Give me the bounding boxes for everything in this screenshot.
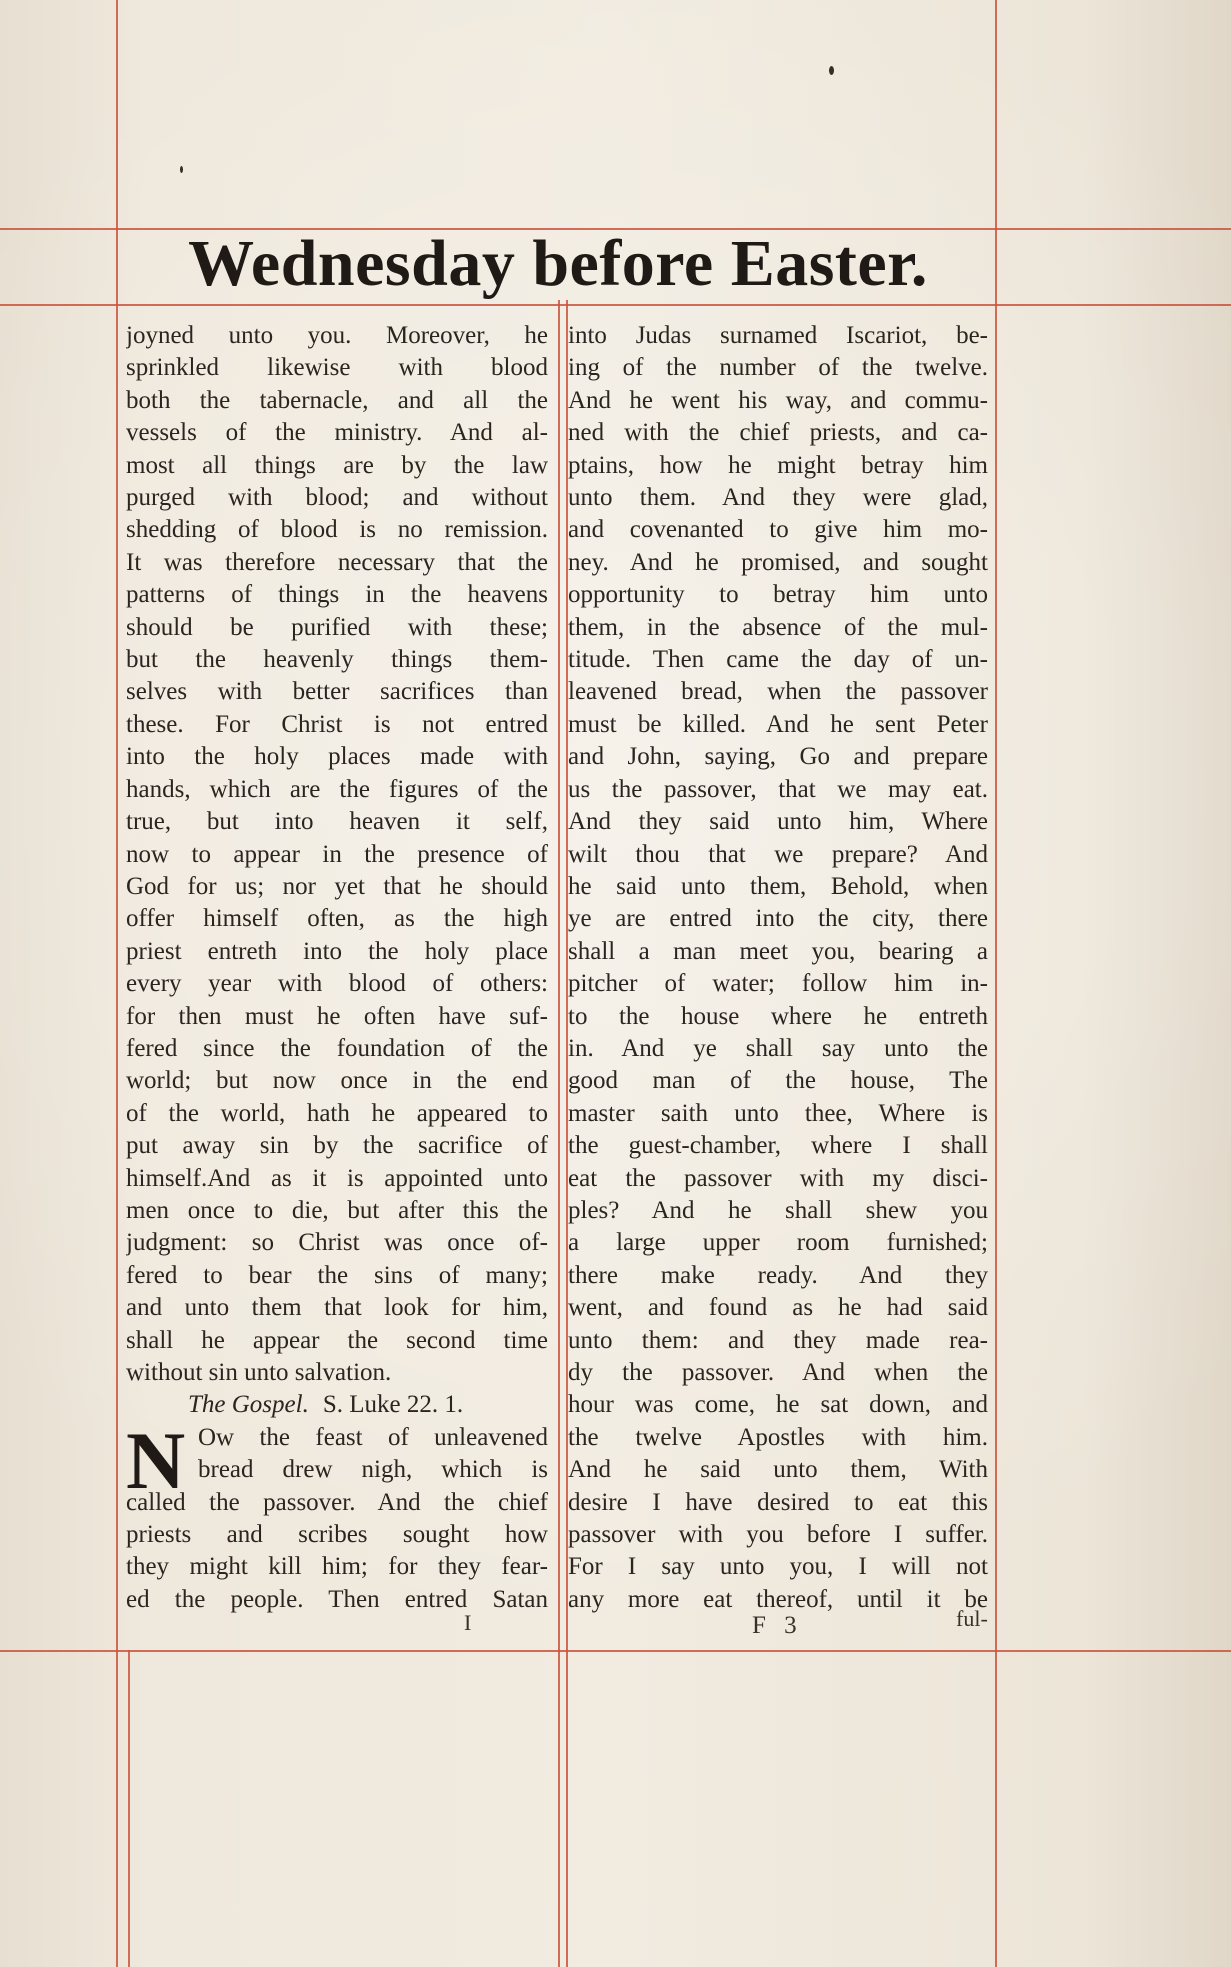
- text-line: And he went his way, and commu-: [568, 386, 988, 414]
- left-epistle-text: [126, 320, 548, 1389]
- right-gospel-text: [568, 320, 988, 1616]
- text-line: leavened bread, when the passover: [568, 678, 988, 706]
- text-line: they might kill him; for they fear-: [126, 1553, 548, 1581]
- text-line: ptains, how he might betray him: [568, 451, 988, 479]
- text-line: dy the passover. And when the: [568, 1359, 988, 1386]
- text-line: joyned unto you. Moreover, he: [126, 322, 548, 349]
- text-line: the twelve Apostles with him.: [568, 1423, 988, 1451]
- text-line: any more eat thereof, until it be: [568, 1585, 988, 1613]
- text-line: offer himself often, as the high: [126, 905, 548, 933]
- header-rule: [0, 304, 1231, 306]
- text-line: vessels of the ministry. And al-: [126, 419, 548, 447]
- ink-speck: [829, 66, 834, 75]
- text-line: there make ready. And they: [568, 1261, 988, 1289]
- text-line: to the house where he entreth: [568, 1002, 988, 1030]
- text-line: shall he appear the second time: [126, 1326, 548, 1354]
- column-divider-rule: [558, 300, 560, 1967]
- text-line: For I say unto you, I will not: [568, 1553, 988, 1581]
- text-line: the guest-chamber, where I shall: [568, 1132, 988, 1160]
- gospel-heading: [126, 1389, 548, 1421]
- text-line: unto them. And they were glad,: [568, 484, 988, 512]
- catchword: ful-: [956, 1606, 988, 1631]
- text-line: he said unto them, Behold, when: [568, 872, 988, 900]
- text-line: unto them: and they made rea-: [568, 1326, 988, 1354]
- text-line: put away sin by the sacrifice of: [126, 1132, 548, 1160]
- text-line: us the passover, that we may eat.: [568, 775, 988, 803]
- text-line: them, in the absence of the mul-: [568, 613, 988, 641]
- text-line: ney. And he promised, and sought: [568, 548, 988, 576]
- text-line: ing of the number of the twelve.: [568, 354, 988, 382]
- text-line: priests and scribes sought how: [126, 1521, 548, 1549]
- text-line: ples? And he shall shew you: [568, 1196, 988, 1224]
- text-line: titude. Then came the day of un-: [568, 646, 988, 674]
- left-text-column: [126, 320, 548, 1616]
- text-line: ye are entred into the city, there: [568, 905, 988, 933]
- gospel-reference: S. Luke 22. 1.: [322, 1391, 464, 1419]
- text-line: but the heavenly things them-: [126, 646, 548, 674]
- text-line: into Judas surnamed Iscariot, be-: [568, 322, 988, 349]
- text-line: And he said unto them, With: [568, 1456, 988, 1484]
- text-line: without sin unto salvation.: [126, 1359, 392, 1386]
- text-line: opportunity to betray him unto: [568, 581, 988, 609]
- text-line: And they said unto him, Where: [568, 808, 988, 836]
- gospel-text: [126, 1414, 548, 1616]
- text-line: pitcher of water; follow him in-: [568, 970, 988, 998]
- text-line: Ow the feast of unleavened: [198, 1423, 548, 1451]
- text-line: called the passover. And the chief: [126, 1488, 548, 1516]
- text-line: fered to bear the sins of many;: [126, 1261, 548, 1289]
- text-line: true, but into heaven it self,: [126, 808, 548, 836]
- text-line: fered since the foundation of the: [126, 1034, 548, 1062]
- text-line: and John, saying, Go and prepare: [568, 743, 988, 771]
- text-line: hands, which are the figures of the: [126, 775, 548, 803]
- text-line: hour was come, he sat down, and: [568, 1391, 988, 1419]
- footer-rule: [0, 1650, 1231, 1652]
- text-line: in. And ye shall say unto the: [568, 1034, 988, 1062]
- text-line: priest entreth into the holy place: [126, 937, 548, 965]
- text-line: shedding of blood is no remission.: [126, 516, 548, 544]
- text-line: into the holy places made with: [126, 743, 548, 771]
- text-line: ed the people. Then entred Satan: [126, 1585, 548, 1613]
- text-line: desire I have desired to eat this: [568, 1488, 988, 1516]
- text-line: now to appear in the presence of: [126, 840, 548, 868]
- signature-mark: F 3: [752, 1612, 803, 1639]
- text-line: ned with the chief priests, and ca-: [568, 419, 988, 447]
- text-line: most all things are by the law: [126, 451, 548, 479]
- page-title: Wednesday before Easter.: [188, 227, 928, 300]
- text-line: every year with blood of others:: [126, 970, 548, 998]
- text-line: good man of the house, The: [568, 1067, 988, 1095]
- text-line: for then must he often have suf-: [126, 1002, 548, 1030]
- text-line: God for us; nor yet that he should: [126, 872, 548, 900]
- text-line: these. For Christ is not entred: [126, 710, 548, 738]
- text-line: and covenanted to give him mo-: [568, 516, 988, 544]
- margin-rule: [128, 1650, 130, 1967]
- text-line: should be purified with these;: [126, 613, 548, 641]
- drop-cap: N: [126, 1414, 186, 1506]
- text-line: men once to die, but after this the: [126, 1196, 548, 1224]
- text-line: purged with blood; and without: [126, 484, 548, 512]
- text-line: shall a man meet you, bearing a: [568, 937, 988, 965]
- text-line: went, and found as he had said: [568, 1294, 988, 1322]
- ink-speck: [180, 166, 183, 173]
- text-line: world; but now once in the end: [126, 1067, 548, 1095]
- text-line: selves with better sacrifices than: [126, 678, 548, 706]
- text-line: must be killed. And he sent Peter: [568, 710, 988, 738]
- text-line: and unto them that look for him,: [126, 1294, 548, 1322]
- gospel-heading-label: The Gospel.: [188, 1391, 309, 1419]
- text-line: master saith unto thee, Where is: [568, 1099, 988, 1127]
- text-line: patterns of things in the heavens: [126, 581, 548, 609]
- text-line: himself.And as it is appointed unto: [126, 1164, 548, 1192]
- text-line: both the tabernacle, and all the: [126, 386, 548, 414]
- text-line: wilt thou that we prepare? And: [568, 840, 988, 868]
- text-line: judgment: so Christ was once of-: [126, 1229, 548, 1257]
- text-line: sprinkled likewise with blood: [126, 354, 548, 382]
- footer-mark-left: I: [464, 1610, 472, 1635]
- text-line: passover with you before I suffer.: [568, 1521, 988, 1549]
- text-line: It was therefore necessary that the: [126, 548, 548, 576]
- text-line: of the world, hath he appeared to: [126, 1099, 548, 1127]
- right-text-column: [568, 320, 988, 1616]
- text-line: a large upper room furnished;: [568, 1229, 988, 1257]
- text-line: bread drew nigh, which is: [198, 1456, 548, 1484]
- text-line: eat the passover with my disci-: [568, 1164, 988, 1192]
